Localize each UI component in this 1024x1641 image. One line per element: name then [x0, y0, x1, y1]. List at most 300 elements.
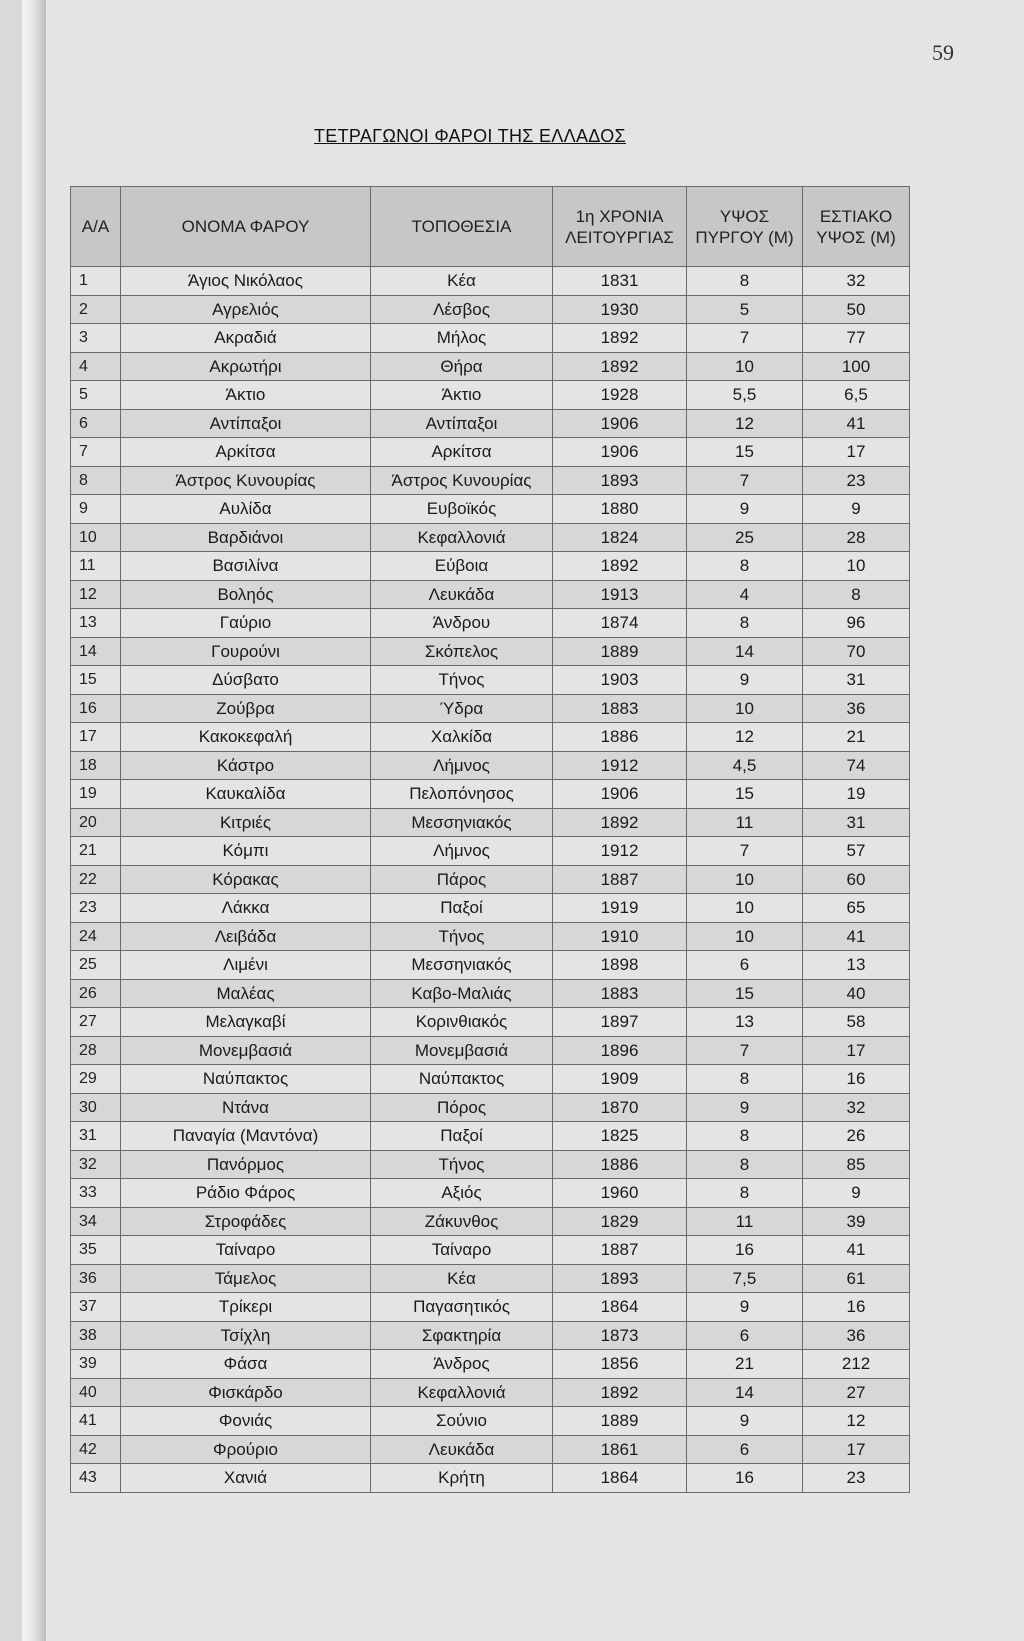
cell-first-year: 1864 — [553, 1293, 687, 1322]
cell-location: Λήμνος — [371, 837, 553, 866]
cell-first-year: 1870 — [553, 1093, 687, 1122]
table-row — [71, 837, 910, 866]
cell-first-year: 1886 — [553, 1150, 687, 1179]
cell-tower-height: 8 — [687, 1065, 803, 1094]
cell-first-year: 1897 — [553, 1008, 687, 1037]
cell-index: 26 — [71, 979, 121, 1008]
cell-index: 40 — [71, 1378, 121, 1407]
table-row — [71, 1407, 910, 1436]
cell-index: 9 — [71, 495, 121, 524]
cell-lighthouse-name: Παναγία (Μαντόνα) — [121, 1122, 371, 1151]
table-row — [71, 979, 910, 1008]
cell-index: 37 — [71, 1293, 121, 1322]
cell-first-year: 1887 — [553, 1236, 687, 1265]
cell-lighthouse-name: Τσίχλη — [121, 1321, 371, 1350]
header-lighthouse-name: ΟΝΟΜΑ ΦΑΡΟΥ — [121, 187, 371, 267]
cell-focal-height: 212 — [803, 1350, 910, 1379]
cell-focal-height: 17 — [803, 438, 910, 467]
cell-focal-height: 17 — [803, 1036, 910, 1065]
cell-first-year: 1930 — [553, 295, 687, 324]
header-first-year: 1η ΧΡΟΝΙΑ ΛΕΙΤΟΥΡΓΙΑΣ — [553, 187, 687, 267]
table-body — [71, 267, 910, 1493]
cell-location: Πάρος — [371, 865, 553, 894]
table-row — [71, 808, 910, 837]
cell-tower-height: 12 — [687, 723, 803, 752]
cell-lighthouse-name: Κόρακας — [121, 865, 371, 894]
cell-location: Καβο-Μαλιάς — [371, 979, 553, 1008]
cell-first-year: 1825 — [553, 1122, 687, 1151]
cell-focal-height: 13 — [803, 951, 910, 980]
cell-location: Άστρος Κυνουρίας — [371, 466, 553, 495]
lighthouse-table — [70, 186, 910, 1493]
cell-first-year: 1892 — [553, 352, 687, 381]
header-location: ΤΟΠΟΘΕΣΙΑ — [371, 187, 553, 267]
table-row — [71, 381, 910, 410]
cell-first-year: 1864 — [553, 1464, 687, 1493]
table-row — [71, 1464, 910, 1493]
table-row — [71, 580, 910, 609]
cell-index: 14 — [71, 637, 121, 666]
cell-lighthouse-name: Γαύριο — [121, 609, 371, 638]
cell-lighthouse-name: Ταίναρο — [121, 1236, 371, 1265]
cell-index: 23 — [71, 894, 121, 923]
cell-index: 34 — [71, 1207, 121, 1236]
cell-tower-height: 6 — [687, 1435, 803, 1464]
table-row — [71, 352, 910, 381]
cell-lighthouse-name: Κόμπι — [121, 837, 371, 866]
cell-lighthouse-name: Λιμένι — [121, 951, 371, 980]
cell-location: Λευκάδα — [371, 1435, 553, 1464]
cell-tower-height: 8 — [687, 1150, 803, 1179]
cell-first-year: 1892 — [553, 324, 687, 353]
table-row — [71, 609, 910, 638]
cell-index: 29 — [71, 1065, 121, 1094]
cell-focal-height: 19 — [803, 780, 910, 809]
cell-lighthouse-name: Ακρωτήρι — [121, 352, 371, 381]
cell-lighthouse-name: Λάκκα — [121, 894, 371, 923]
cell-tower-height: 16 — [687, 1464, 803, 1493]
cell-tower-height: 8 — [687, 609, 803, 638]
cell-focal-height: 9 — [803, 495, 910, 524]
cell-focal-height: 23 — [803, 1464, 910, 1493]
cell-lighthouse-name: Ακραδιά — [121, 324, 371, 353]
table-row — [71, 295, 910, 324]
cell-lighthouse-name: Φάσα — [121, 1350, 371, 1379]
cell-location: Χαλκίδα — [371, 723, 553, 752]
cell-first-year: 1906 — [553, 409, 687, 438]
cell-lighthouse-name: Άστρος Κυνουρίας — [121, 466, 371, 495]
cell-index: 20 — [71, 808, 121, 837]
cell-focal-height: 32 — [803, 1093, 910, 1122]
cell-location: Τήνος — [371, 1150, 553, 1179]
cell-location: Λήμνος — [371, 751, 553, 780]
cell-tower-height: 7 — [687, 324, 803, 353]
cell-index: 16 — [71, 694, 121, 723]
cell-focal-height: 58 — [803, 1008, 910, 1037]
cell-lighthouse-name: Μαλέας — [121, 979, 371, 1008]
cell-tower-height: 7 — [687, 837, 803, 866]
cell-lighthouse-name: Ντάνα — [121, 1093, 371, 1122]
cell-focal-height: 41 — [803, 1236, 910, 1265]
cell-lighthouse-name: Άγιος Νικόλαος — [121, 267, 371, 296]
cell-tower-height: 8 — [687, 1179, 803, 1208]
cell-lighthouse-name: Αυλίδα — [121, 495, 371, 524]
page-number: 59 — [932, 40, 954, 65]
cell-focal-height: 65 — [803, 894, 910, 923]
table-row — [71, 1122, 910, 1151]
cell-index: 6 — [71, 409, 121, 438]
cell-lighthouse-name: Μελαγκαβί — [121, 1008, 371, 1037]
cell-tower-height: 8 — [687, 1122, 803, 1151]
cell-lighthouse-name: Αντίπαξοι — [121, 409, 371, 438]
cell-tower-height: 13 — [687, 1008, 803, 1037]
table-row — [71, 751, 910, 780]
cell-tower-height: 14 — [687, 1378, 803, 1407]
cell-location: Αντίπαξοι — [371, 409, 553, 438]
cell-index: 42 — [71, 1435, 121, 1464]
table-row — [71, 1264, 910, 1293]
table-row — [71, 1378, 910, 1407]
cell-first-year: 1880 — [553, 495, 687, 524]
table-row — [71, 1036, 910, 1065]
cell-focal-height: 100 — [803, 352, 910, 381]
cell-first-year: 1889 — [553, 1407, 687, 1436]
cell-focal-height: 85 — [803, 1150, 910, 1179]
cell-lighthouse-name: Λειβάδα — [121, 922, 371, 951]
cell-lighthouse-name: Κάστρο — [121, 751, 371, 780]
cell-tower-height: 10 — [687, 922, 803, 951]
cell-tower-height: 9 — [687, 1093, 803, 1122]
cell-focal-height: 40 — [803, 979, 910, 1008]
cell-lighthouse-name: Φισκάρδο — [121, 1378, 371, 1407]
cell-location: Τήνος — [371, 922, 553, 951]
table-row — [71, 1350, 910, 1379]
cell-first-year: 1883 — [553, 694, 687, 723]
cell-location: Ζάκυνθος — [371, 1207, 553, 1236]
cell-location: Κεφαλλονιά — [371, 523, 553, 552]
cell-tower-height: 15 — [687, 438, 803, 467]
table-row — [71, 1150, 910, 1179]
cell-focal-height: 16 — [803, 1293, 910, 1322]
cell-first-year: 1910 — [553, 922, 687, 951]
cell-location: Κέα — [371, 267, 553, 296]
table-row — [71, 1207, 910, 1236]
cell-first-year: 1960 — [553, 1179, 687, 1208]
cell-index: 39 — [71, 1350, 121, 1379]
cell-lighthouse-name: Χανιά — [121, 1464, 371, 1493]
cell-first-year: 1892 — [553, 552, 687, 581]
cell-tower-height: 14 — [687, 637, 803, 666]
cell-lighthouse-name: Δύσβατο — [121, 666, 371, 695]
cell-focal-height: 6,5 — [803, 381, 910, 410]
cell-focal-height: 12 — [803, 1407, 910, 1436]
cell-tower-height: 21 — [687, 1350, 803, 1379]
cell-focal-height: 74 — [803, 751, 910, 780]
cell-index: 27 — [71, 1008, 121, 1037]
cell-tower-height: 9 — [687, 1407, 803, 1436]
cell-location: Εύβοια — [371, 552, 553, 581]
cell-tower-height: 11 — [687, 808, 803, 837]
cell-first-year: 1886 — [553, 723, 687, 752]
cell-lighthouse-name: Άκτιο — [121, 381, 371, 410]
book-spine-shadow — [22, 0, 46, 1641]
document-page — [22, 0, 1024, 1641]
cell-location: Παγασητικός — [371, 1293, 553, 1322]
cell-tower-height: 10 — [687, 865, 803, 894]
table-row — [71, 1093, 910, 1122]
cell-first-year: 1883 — [553, 979, 687, 1008]
cell-index: 2 — [71, 295, 121, 324]
cell-tower-height: 10 — [687, 894, 803, 923]
cell-index: 3 — [71, 324, 121, 353]
cell-index: 41 — [71, 1407, 121, 1436]
cell-focal-height: 10 — [803, 552, 910, 581]
cell-location: Άνδρος — [371, 1350, 553, 1379]
cell-first-year: 1896 — [553, 1036, 687, 1065]
cell-focal-height: 27 — [803, 1378, 910, 1407]
cell-tower-height: 10 — [687, 694, 803, 723]
cell-index: 31 — [71, 1122, 121, 1151]
cell-first-year: 1873 — [553, 1321, 687, 1350]
cell-focal-height: 96 — [803, 609, 910, 638]
cell-location: Μεσσηνιακός — [371, 951, 553, 980]
cell-lighthouse-name: Καυκαλίδα — [121, 780, 371, 809]
cell-lighthouse-name: Τάμελος — [121, 1264, 371, 1293]
cell-location: Άνδρου — [371, 609, 553, 638]
cell-index: 17 — [71, 723, 121, 752]
cell-first-year: 1892 — [553, 808, 687, 837]
cell-location: Κορινθιακός — [371, 1008, 553, 1037]
cell-first-year: 1893 — [553, 466, 687, 495]
cell-index: 4 — [71, 352, 121, 381]
cell-tower-height: 7,5 — [687, 1264, 803, 1293]
cell-tower-height: 6 — [687, 951, 803, 980]
cell-first-year: 1874 — [553, 609, 687, 638]
cell-lighthouse-name: Ζούβρα — [121, 694, 371, 723]
cell-first-year: 1856 — [553, 1350, 687, 1379]
cell-index: 1 — [71, 267, 121, 296]
cell-location: Σφακτηρία — [371, 1321, 553, 1350]
cell-location: Κρήτη — [371, 1464, 553, 1493]
table-row — [71, 666, 910, 695]
cell-index: 8 — [71, 466, 121, 495]
header-index: Α/Α — [71, 187, 121, 267]
table-row — [71, 1321, 910, 1350]
table-row — [71, 1008, 910, 1037]
cell-focal-height: 36 — [803, 694, 910, 723]
cell-lighthouse-name: Αρκίτσα — [121, 438, 371, 467]
cell-lighthouse-name: Βασιλίνα — [121, 552, 371, 581]
cell-index: 24 — [71, 922, 121, 951]
cell-lighthouse-name: Τρίκερι — [121, 1293, 371, 1322]
cell-tower-height: 6 — [687, 1321, 803, 1350]
cell-location: Μονεμβασιά — [371, 1036, 553, 1065]
cell-lighthouse-name: Ράδιο Φάρος — [121, 1179, 371, 1208]
cell-location: Τήνος — [371, 666, 553, 695]
cell-tower-height: 8 — [687, 552, 803, 581]
cell-tower-height: 9 — [687, 1293, 803, 1322]
cell-lighthouse-name: Κακοκεφαλή — [121, 723, 371, 752]
cell-index: 38 — [71, 1321, 121, 1350]
cell-focal-height: 9 — [803, 1179, 910, 1208]
table-row — [71, 324, 910, 353]
cell-lighthouse-name: Κιτριές — [121, 808, 371, 837]
cell-tower-height: 16 — [687, 1236, 803, 1265]
cell-first-year: 1889 — [553, 637, 687, 666]
cell-focal-height: 23 — [803, 466, 910, 495]
cell-location: Αξιός — [371, 1179, 553, 1208]
cell-location: Αρκίτσα — [371, 438, 553, 467]
cell-index: 13 — [71, 609, 121, 638]
table-row — [71, 1236, 910, 1265]
cell-first-year: 1887 — [553, 865, 687, 894]
cell-location: Μήλος — [371, 324, 553, 353]
table-row — [71, 894, 910, 923]
cell-focal-height: 28 — [803, 523, 910, 552]
cell-focal-height: 70 — [803, 637, 910, 666]
cell-focal-height: 8 — [803, 580, 910, 609]
header-tower-height: ΥΨΟΣ ΠΥΡΓΟΥ (Μ) — [687, 187, 803, 267]
cell-location: Ταίναρο — [371, 1236, 553, 1265]
cell-index: 19 — [71, 780, 121, 809]
cell-tower-height: 15 — [687, 979, 803, 1008]
cell-first-year: 1919 — [553, 894, 687, 923]
cell-tower-height: 25 — [687, 523, 803, 552]
cell-index: 10 — [71, 523, 121, 552]
table-row — [71, 1293, 910, 1322]
cell-index: 5 — [71, 381, 121, 410]
cell-focal-height: 32 — [803, 267, 910, 296]
cell-first-year: 1892 — [553, 1378, 687, 1407]
cell-tower-height: 7 — [687, 466, 803, 495]
cell-first-year: 1898 — [553, 951, 687, 980]
cell-location: Πόρος — [371, 1093, 553, 1122]
table-row — [71, 951, 910, 980]
cell-focal-height: 61 — [803, 1264, 910, 1293]
cell-tower-height: 9 — [687, 666, 803, 695]
table-row — [71, 723, 910, 752]
cell-tower-height: 4 — [687, 580, 803, 609]
table-row — [71, 495, 910, 524]
cell-lighthouse-name: Πανόρμος — [121, 1150, 371, 1179]
cell-tower-height: 7 — [687, 1036, 803, 1065]
cell-lighthouse-name: Αγρελιός — [121, 295, 371, 324]
cell-focal-height: 41 — [803, 922, 910, 951]
cell-focal-height: 31 — [803, 808, 910, 837]
cell-first-year: 1913 — [553, 580, 687, 609]
cell-lighthouse-name: Βοληός — [121, 580, 371, 609]
cell-focal-height: 17 — [803, 1435, 910, 1464]
table-header-row — [71, 187, 910, 267]
cell-first-year: 1909 — [553, 1065, 687, 1094]
cell-tower-height: 8 — [687, 267, 803, 296]
cell-focal-height: 36 — [803, 1321, 910, 1350]
cell-lighthouse-name: Φονιάς — [121, 1407, 371, 1436]
lighthouse-table-container — [70, 186, 909, 1493]
cell-location: Κεφαλλονιά — [371, 1378, 553, 1407]
cell-location: Ναύπακτος — [371, 1065, 553, 1094]
cell-index: 33 — [71, 1179, 121, 1208]
table-row — [71, 409, 910, 438]
cell-lighthouse-name: Ναύπακτος — [121, 1065, 371, 1094]
cell-index: 28 — [71, 1036, 121, 1065]
cell-focal-height: 41 — [803, 409, 910, 438]
cell-first-year: 1903 — [553, 666, 687, 695]
cell-focal-height: 39 — [803, 1207, 910, 1236]
cell-index: 22 — [71, 865, 121, 894]
cell-focal-height: 60 — [803, 865, 910, 894]
cell-location: Θήρα — [371, 352, 553, 381]
cell-location: Παξοί — [371, 894, 553, 923]
cell-index: 15 — [71, 666, 121, 695]
cell-lighthouse-name: Στροφάδες — [121, 1207, 371, 1236]
table-row — [71, 1435, 910, 1464]
cell-index: 7 — [71, 438, 121, 467]
cell-location: Λέσβος — [371, 295, 553, 324]
table-row — [71, 780, 910, 809]
table-row — [71, 694, 910, 723]
cell-index: 36 — [71, 1264, 121, 1293]
cell-lighthouse-name: Βαρδιάνοι — [121, 523, 371, 552]
cell-focal-height: 16 — [803, 1065, 910, 1094]
cell-first-year: 1912 — [553, 751, 687, 780]
cell-first-year: 1829 — [553, 1207, 687, 1236]
cell-index: 25 — [71, 951, 121, 980]
table-row — [71, 637, 910, 666]
table-row — [71, 267, 910, 296]
cell-location: Σούνιο — [371, 1407, 553, 1436]
table-row — [71, 466, 910, 495]
cell-first-year: 1912 — [553, 837, 687, 866]
table-row — [71, 1065, 910, 1094]
cell-tower-height: 9 — [687, 495, 803, 524]
cell-tower-height: 5,5 — [687, 381, 803, 410]
table-row — [71, 1179, 910, 1208]
cell-index: 18 — [71, 751, 121, 780]
cell-first-year: 1906 — [553, 438, 687, 467]
cell-focal-height: 31 — [803, 666, 910, 695]
table-row — [71, 922, 910, 951]
cell-focal-height: 26 — [803, 1122, 910, 1151]
table-row — [71, 438, 910, 467]
cell-first-year: 1906 — [553, 780, 687, 809]
cell-tower-height: 12 — [687, 409, 803, 438]
cell-focal-height: 21 — [803, 723, 910, 752]
table-row — [71, 523, 910, 552]
cell-tower-height: 11 — [687, 1207, 803, 1236]
cell-location: Παξοί — [371, 1122, 553, 1151]
cell-location: Κέα — [371, 1264, 553, 1293]
cell-first-year: 1824 — [553, 523, 687, 552]
table-row — [71, 552, 910, 581]
cell-first-year: 1831 — [553, 267, 687, 296]
cell-location: Πελοπόνησος — [371, 780, 553, 809]
cell-lighthouse-name: Μονεμβασιά — [121, 1036, 371, 1065]
cell-location: Άκτιο — [371, 381, 553, 410]
cell-location: Λευκάδα — [371, 580, 553, 609]
cell-tower-height: 15 — [687, 780, 803, 809]
cell-focal-height: 57 — [803, 837, 910, 866]
cell-focal-height: 77 — [803, 324, 910, 353]
cell-index: 32 — [71, 1150, 121, 1179]
cell-location: Ευβοϊκός — [371, 495, 553, 524]
cell-focal-height: 50 — [803, 295, 910, 324]
cell-tower-height: 4,5 — [687, 751, 803, 780]
cell-location: Ύδρα — [371, 694, 553, 723]
cell-index: 30 — [71, 1093, 121, 1122]
table-title: ΤΕΤΡΑΓΩΝΟΙ ΦΑΡΟΙ ΤΗΣ ΕΛΛΑΔΟΣ — [314, 126, 626, 146]
cell-location: Μεσσηνιακός — [371, 808, 553, 837]
